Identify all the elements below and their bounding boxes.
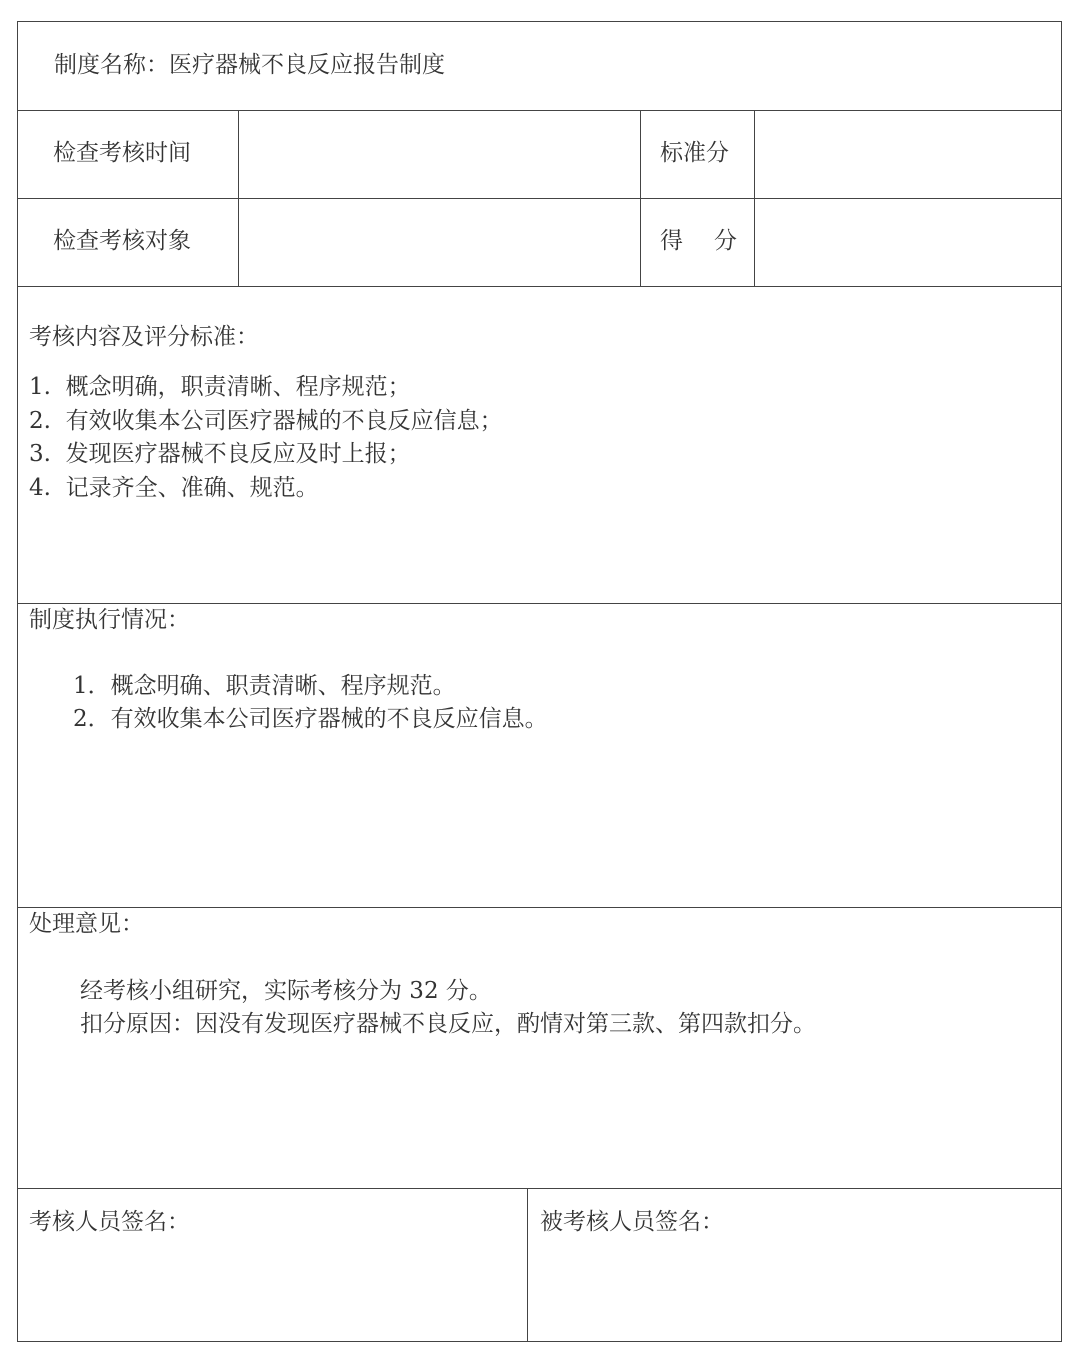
check-time-label: 检查考核时间: [53, 140, 191, 166]
divider: [17, 110, 1061, 111]
criteria-item: 4. 记录齐全、准确、规范。: [29, 475, 319, 501]
standard-score-label: 标准分: [660, 140, 729, 166]
examiner-signature-label: 考核人员签名：: [29, 1209, 190, 1235]
execution-heading: 制度执行情况：: [29, 607, 190, 633]
divider: [17, 603, 1061, 604]
system-name-value: 医疗器械不良反应报告制度: [169, 52, 445, 78]
border: [17, 21, 1061, 22]
criteria-heading: 考核内容及评分标准：: [29, 324, 259, 350]
opinion-line: 扣分原因：因没有发现医疗器械不良反应，酌情对第三款、第四款扣分。: [80, 1011, 816, 1037]
check-target-label: 检查考核对象: [53, 228, 191, 254]
opinion-line: 经考核小组研究，实际考核分为 32 分。: [80, 978, 492, 1004]
opinion-heading: 处理意见：: [29, 911, 144, 937]
divider: [640, 110, 641, 286]
execution-item: 1．概念明确、职责清晰、程序规范。: [73, 673, 456, 699]
divider: [17, 1188, 1061, 1189]
criteria-item: 2. 有效收集本公司医疗器械的不良反应信息；: [29, 408, 503, 434]
divider: [17, 286, 1061, 287]
divider: [754, 110, 755, 286]
border: [17, 1341, 1062, 1342]
score-label: 得 分: [660, 228, 741, 254]
examinee-signature-label: 被考核人员签名：: [540, 1209, 724, 1235]
system-name-row: [54, 54, 445, 77]
border: [1061, 21, 1062, 1341]
execution-item: 2．有效收集本公司医疗器械的不良反应信息。: [73, 706, 548, 732]
divider: [527, 1188, 528, 1341]
criteria-item: 1. 概念明确，职责清晰、程序规范；: [29, 374, 411, 400]
divider: [17, 907, 1061, 908]
system-name-label: 制度名称：: [54, 52, 169, 78]
criteria-item: 3. 发现医疗器械不良反应及时上报；: [29, 441, 411, 467]
border: [17, 21, 18, 1341]
divider: [238, 110, 239, 286]
divider: [17, 198, 1061, 199]
